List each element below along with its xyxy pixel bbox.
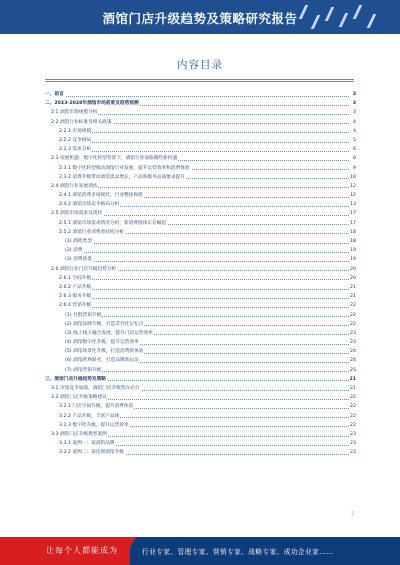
toc-entry-page: 21 <box>350 294 356 300</box>
toc-entry-label: 2.3 发展机遇：数字化转型背景下，酒馆行业面临哪些新机遇 <box>51 154 178 163</box>
toc-entry-page: 23 <box>350 330 356 336</box>
toc-entry[interactable] <box>45 237 356 246</box>
toc-entry-page: 3 <box>352 101 356 107</box>
toc-entry[interactable] <box>45 430 356 439</box>
toc-entry-page: 9 <box>353 165 356 171</box>
footer-red-wedge <box>120 537 136 565</box>
toc-entry-page: 22 <box>350 404 356 410</box>
toc-entry[interactable] <box>45 164 356 173</box>
toc-leader-dots <box>59 298 349 299</box>
toc-entry-label: 2.2.2 竞争格局 <box>59 136 92 145</box>
report-title: 酒馆门店升级趋势及策略研究报告 <box>102 11 298 26</box>
toc-leader-dots <box>59 132 349 133</box>
toc-entry[interactable] <box>45 393 356 402</box>
toc-entry-page: 8 <box>353 156 356 162</box>
toc-entry-page: 17 <box>350 220 356 226</box>
toc-entry[interactable] <box>45 108 356 117</box>
toc-entry[interactable] <box>45 338 356 347</box>
toc-entry-label: 2.6.4 营销升级 <box>59 301 92 310</box>
toc-rule-bottom <box>45 81 354 82</box>
toc-entry-page: 4 <box>353 119 356 125</box>
toc-entry[interactable] <box>45 274 356 283</box>
toc-entry[interactable] <box>45 402 356 411</box>
toc-entry-label: 2.2.1 市场规模 <box>59 127 92 136</box>
footer-tags: 行业专家、管理专家、营销专家、战略专家、成功企业家…… <box>142 548 334 556</box>
toc-entry-label: 2.1 酒馆市场规模分析 <box>51 108 98 117</box>
toc-entry[interactable] <box>45 347 356 356</box>
toc-entry-page: 4 <box>353 128 356 134</box>
toc-entry-page: 20 <box>350 275 356 281</box>
toc-entry-label: 3.2.2 产品升级，丰富产品线 <box>59 412 120 421</box>
toc-entry[interactable] <box>45 311 356 320</box>
toc-leader-dots <box>65 316 349 317</box>
toc-entry-page: 23 <box>350 340 356 346</box>
toc-entry-label: 3.2.1 门店空间升级，提升消费体验 <box>59 402 134 411</box>
toc-entry-label: (7) 酒馆营销升级 <box>65 366 102 375</box>
toc-entry-label: 3.2 酒馆门店升级策略建议 <box>51 393 108 402</box>
toc-entry-label: 2.6.3 服务升级 <box>59 292 92 301</box>
toc-leader-dots <box>59 279 349 280</box>
toc-leader-dots <box>65 371 349 372</box>
toc-entry-label: 二、2023-2028年酒馆市场前景及趋势预测 <box>45 99 140 108</box>
toc-entry-page: 18 <box>350 239 356 244</box>
toc-entry[interactable] <box>45 154 356 163</box>
toc-entry[interactable] <box>45 136 356 145</box>
toc-entry-label: 2.6.1 空间升级 <box>59 274 92 283</box>
toc-entry[interactable] <box>45 439 356 448</box>
page-number: 2 <box>351 512 354 517</box>
toc-entry-page: 22 <box>350 321 356 327</box>
toc-entry[interactable] <box>45 421 356 430</box>
toc-entry-label: (1) 社群营销升级 <box>65 311 102 320</box>
toc-entry-page: 13 <box>350 202 356 208</box>
toc-entry-label: 2.5.1 酒馆市场需求情况分析，新消费群体正在崛起 <box>59 219 167 228</box>
toc-entry[interactable] <box>45 200 356 209</box>
toc-entry-label: 2.3.2 消费升级带动酒馆需求增长，产品和服务品质要求提升 <box>59 173 186 182</box>
toc-list <box>45 90 356 458</box>
toc-leader-dots <box>65 252 349 253</box>
toc-entry-page: 3 <box>353 110 356 116</box>
toc-entry-label: 2.3.1 数字化转型推动酒馆行业发展，提升运营效率和消费体验 <box>59 164 191 173</box>
toc-entry[interactable] <box>45 246 356 255</box>
toc-leader-dots <box>45 96 349 97</box>
toc-entry-page: 19 <box>350 257 356 263</box>
toc-entry-page: 5 <box>353 137 356 143</box>
toc-leader-dots <box>59 142 349 143</box>
toc-entry-label: 2.2.3 需求分析 <box>59 145 92 154</box>
header-bar <box>0 0 400 34</box>
toc-entry-label: (1) 酒吧类型 <box>65 237 93 246</box>
toc-entry-page: 22 <box>350 312 356 318</box>
toc-entry[interactable] <box>45 448 356 457</box>
toc-entry-page: 22 <box>350 422 356 428</box>
toc-entry[interactable] <box>45 145 356 154</box>
toc-entry-label: 2.5.2 酒馆行业消费者结构分析 <box>59 228 125 237</box>
toc-entry-page: 10 <box>350 174 356 180</box>
toc-entry-label: 3.2.3 数字化升级，提升运营效率 <box>59 421 130 430</box>
toc-entry-label: 三、酒馆门店升级趋势及策略 <box>45 375 107 384</box>
footer-bar <box>0 537 400 565</box>
toc-entry[interactable] <box>45 329 356 338</box>
toc-entry[interactable] <box>45 356 356 365</box>
toc-entry-label: (2) 酒馆品牌升级，打造差异化记忆点 <box>65 320 144 329</box>
toc-entry-label: 一、前言 <box>45 90 65 99</box>
toc-entry-label: 3.3.1 案例一：某酒馆品牌 <box>59 439 116 448</box>
toc-leader-dots <box>59 151 349 152</box>
toc-entry[interactable] <box>45 265 356 274</box>
toc-entry-page: 6 <box>353 147 356 153</box>
toc-entry[interactable] <box>45 228 356 237</box>
toc-entry-page: 12 <box>350 183 356 189</box>
toc-entry-page: 3 <box>352 92 356 97</box>
toc-entry[interactable] <box>45 320 356 329</box>
toc-entry-label: 3.1 市场竞争加剧，酒馆门店升级势在必行 <box>51 384 141 393</box>
toc-entry[interactable] <box>45 173 356 182</box>
toc-entry-page: 17 <box>350 211 356 217</box>
toc-entry-page: 20 <box>350 266 356 272</box>
toc-entry-page: 22 <box>350 303 356 309</box>
toc-entry-label: 2.6 酒馆行业门店升级趋势分析 <box>51 265 117 274</box>
toc-entry[interactable] <box>45 127 356 136</box>
toc-entry-page: 21 <box>349 376 356 382</box>
toc-entry[interactable] <box>45 209 356 218</box>
toc-leader-dots <box>59 289 349 290</box>
toc-entry[interactable] <box>45 118 356 127</box>
toc-entry-page: 21 <box>350 284 356 290</box>
toc-entry-label: (6) 酒馆跨界联名，打造品牌新玩法 <box>65 356 140 365</box>
toc-entry-label: 2.4.1 酒馆消费市场现状，行业整体规模 <box>59 191 144 200</box>
toc-entry-page: 12 <box>350 193 356 199</box>
toc-entry[interactable] <box>45 99 356 108</box>
toc-rule-top <box>45 79 354 80</box>
toc-entry[interactable] <box>45 366 356 375</box>
toc-entry-page: 24 <box>350 349 356 355</box>
toc-entry[interactable] <box>45 90 356 99</box>
toc-leader-dots <box>65 243 349 244</box>
toc-entry-label: 2.2 酒馆行业标准及相关政策 <box>51 118 113 127</box>
toc-entry[interactable] <box>45 182 356 191</box>
header-decoration <box>292 3 382 31</box>
toc-entry-page: 18 <box>350 229 356 235</box>
toc-entry[interactable] <box>45 255 356 264</box>
toc-entry-page: 23 <box>350 431 356 437</box>
toc-entry[interactable] <box>45 191 356 200</box>
toc-entry-page: 24 <box>350 358 356 364</box>
toc-entry-label: 2.5 酒馆市场需求及现状 <box>51 209 103 218</box>
toc-entry-label: (3) 线上线下融合发展，提升门店运营效率 <box>65 329 154 338</box>
toc-entry-label: (5) 酒馆场景化升级，打造消费新体验 <box>65 347 144 356</box>
toc-entry-page: 19 <box>350 248 356 254</box>
toc-entry[interactable] <box>45 412 356 421</box>
toc-entry-label: 2.4 酒馆行业发展现状 <box>51 182 98 191</box>
toc-entry-label: (4) 酒馆数字化升级，提升运营效率 <box>65 338 140 347</box>
toc-entry-label: 3.3 酒馆门店升级典型案例 <box>51 430 108 439</box>
toc-entry-label: 2.4.2 酒馆市场竞争格局分析 <box>59 200 120 209</box>
toc-entry-page: 23 <box>350 441 356 447</box>
toc-entry[interactable] <box>45 283 356 292</box>
toc-entry-label: (2) 消费 <box>65 246 84 255</box>
toc-leader-dots <box>65 261 349 262</box>
toc-entry[interactable] <box>45 301 356 310</box>
toc-entry[interactable] <box>45 292 356 301</box>
toc-entry-page: 22 <box>350 395 356 401</box>
footer-slogan: 让每个人都能成为 <box>46 546 118 555</box>
toc-entry[interactable] <box>45 384 356 393</box>
toc-entry-label: (3) 消费场景 <box>65 255 93 264</box>
toc-entry-page: 22 <box>350 413 356 419</box>
toc-entry-label: 3.3.2 案例二：某连锁酒馆升级 <box>59 448 125 457</box>
toc-entry[interactable] <box>45 219 356 228</box>
toc-title: 内容目录 <box>177 59 223 71</box>
toc-leader-dots <box>59 307 349 308</box>
toc-entry-page: 23 <box>350 450 356 456</box>
toc-entry[interactable] <box>45 375 356 384</box>
toc-entry-label: 2.6.2 产品升级 <box>59 283 92 292</box>
toc-entry-page: 25 <box>350 367 356 373</box>
toc-entry-page: 21 <box>350 386 356 391</box>
